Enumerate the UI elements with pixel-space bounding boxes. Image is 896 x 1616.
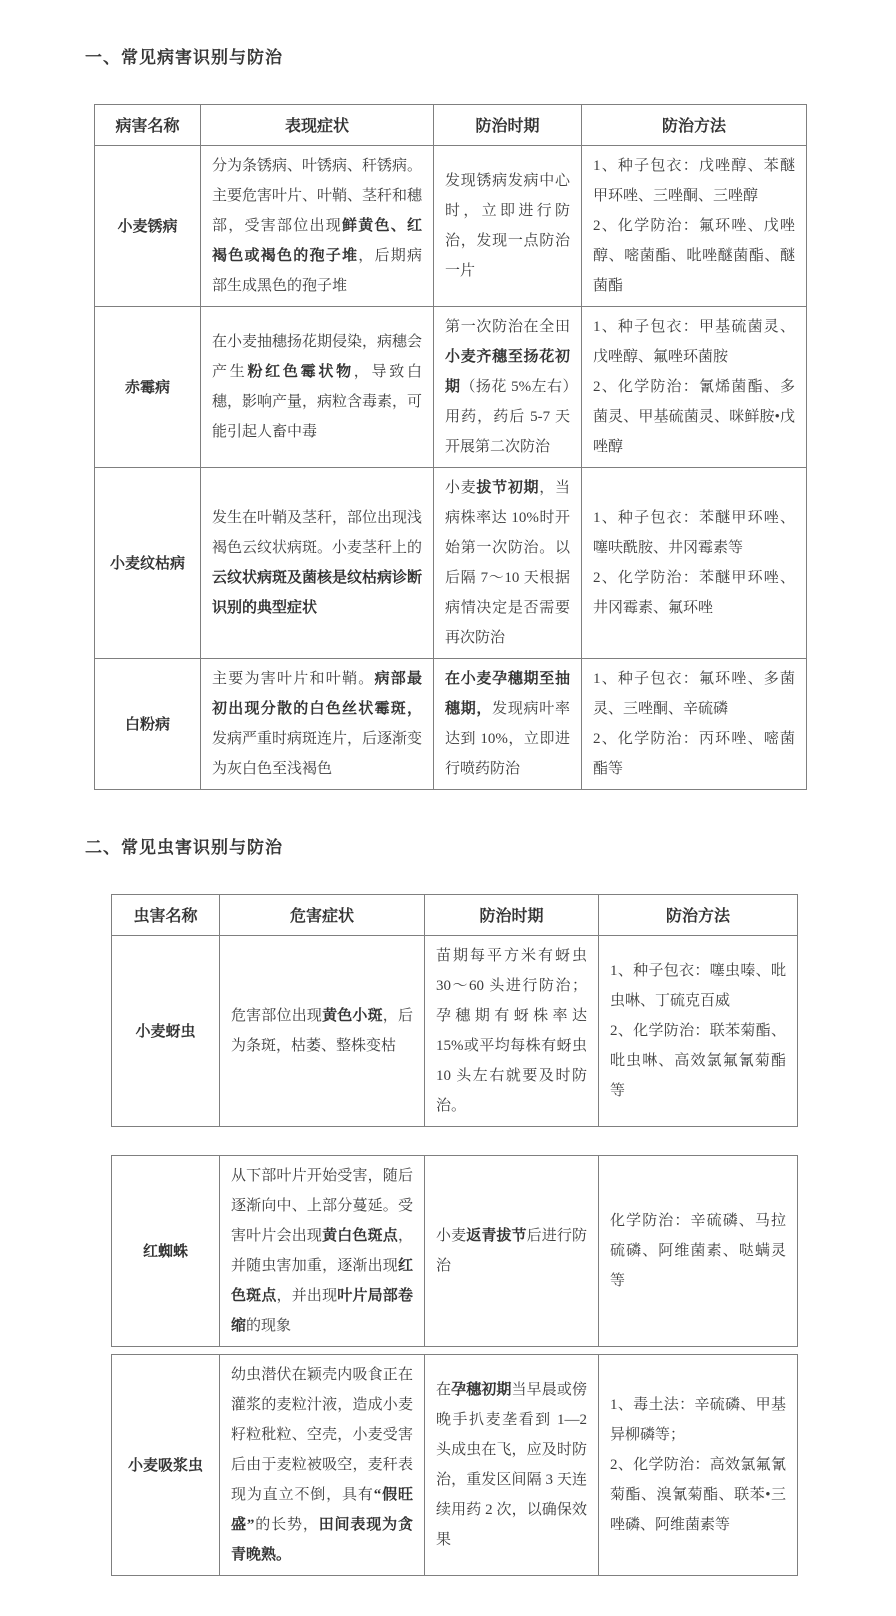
method-cell xyxy=(582,658,807,789)
period-cell xyxy=(425,1354,599,1575)
diseases-column-header: 防治方法 xyxy=(582,104,807,145)
method-cell xyxy=(582,145,807,306)
diseases-name-cell: 小麦锈病 xyxy=(95,145,201,306)
pests-column-header: 防治时期 xyxy=(425,894,599,935)
symptom-paragraph: 危害部位出现黄色小斑，后为条斑，枯萎、整株变枯 xyxy=(231,1007,413,1054)
method-paragraph: 1、种子包衣：苯醚甲环唑、噻呋酰胺、井冈霉素等 xyxy=(593,509,795,556)
period-cell xyxy=(434,306,582,467)
period-paragraph: 在小麦孕穗期至抽穗期，发现病叶率达到 10%，立即进行喷药防治 xyxy=(445,670,570,777)
method-paragraph: 2、化学防治：苯醚甲环唑、井冈霉素、氟环唑 xyxy=(593,569,795,616)
table-row xyxy=(95,145,807,306)
diseases-column-header: 表现症状 xyxy=(201,104,434,145)
method-paragraph: 2、化学防治：联苯菊酯、吡虫啉、高效氯氟氰菊酯等 xyxy=(610,1022,786,1099)
method-paragraph: 2、化学防治：高效氯氟氰菊酯、溴氰菊酯、联苯•三唑磷、阿维菌素等 xyxy=(610,1456,786,1533)
section-title-diseases: 一、常见病害识别与防治 xyxy=(85,48,283,67)
symptom-cell xyxy=(201,145,434,306)
diseases-name-cell: 赤霉病 xyxy=(95,306,201,467)
table-row xyxy=(112,935,798,1126)
method-paragraph: 2、化学防治：丙环唑、嘧菌酯等 xyxy=(593,730,795,777)
symptom-paragraph: 幼虫潜伏在颖壳内吸食正在灌浆的麦粒汁液，造成小麦籽粒秕粒、空壳，小麦受害后由于麦粒被吸空，麦秆表现为直立不倒，具有“假旺盛”的长势，田间表现为贪青晚熟。 xyxy=(231,1366,413,1563)
pests-name-cell: 小麦蚜虫 xyxy=(112,935,220,1126)
symptom-paragraph: 从下部叶片开始受害，随后逐渐向中、上部分蔓延。受害叶片会出现黄白色斑点，并随虫害加重，逐渐出现红色斑点，并出现叶片局部卷缩的现象 xyxy=(231,1167,413,1334)
pests-column-header: 危害症状 xyxy=(220,894,425,935)
symptom-cell xyxy=(201,306,434,467)
period-paragraph: 苗期每平方米有蚜虫 30～60 头进行防治；孕穗期有蚜株率达 15%或平均每株有蚜虫 10 头左右就要及时防治。 xyxy=(436,947,587,1114)
period-paragraph: 第一次防治在全田小麦齐穗至扬花初期（扬花 5%左右）用药，药后 5-7 天开展第二次防治 xyxy=(445,318,570,455)
method-paragraph: 1、毒土法：辛硫磷、甲基异柳磷等； xyxy=(610,1396,786,1443)
method-cell xyxy=(582,467,807,658)
table-row xyxy=(95,658,807,789)
pests-name-cell: 小麦吸浆虫 xyxy=(112,1354,220,1575)
document-body xyxy=(85,46,896,1576)
symptom-paragraph: 分为条锈病、叶锈病、秆锈病。主要危害叶片、叶鞘、茎秆和穗部，受害部位出现鲜黄色、红褐色或褐色的孢子堆，后期病部生成黑色的孢子堆 xyxy=(212,157,423,294)
method-paragraph: 1、种子包衣：噻虫嗪、吡虫啉、丁硫克百威 xyxy=(610,962,786,1009)
method-paragraph: 2、化学防治：氰烯菌酯、多菌灵、甲基硫菌灵、咪鲜胺•戊唑醇 xyxy=(593,378,795,455)
diseases-column-header: 病害名称 xyxy=(95,104,201,145)
period-cell xyxy=(425,1155,599,1346)
pests-column-header: 虫害名称 xyxy=(112,894,220,935)
method-cell xyxy=(582,306,807,467)
diseases-name-cell: 小麦纹枯病 xyxy=(95,467,201,658)
pests-header-row xyxy=(112,894,798,935)
method-cell xyxy=(599,935,798,1126)
symptom-paragraph: 主要为害叶片和叶鞘。病部最初出现分散的白色丝状霉斑，发病严重时病斑连片，后逐渐变为灰白色至浅褐色 xyxy=(212,670,423,777)
section-title-pests: 二、常见虫害识别与防治 xyxy=(85,837,283,857)
symptom-cell xyxy=(220,1354,425,1575)
diseases-name-cell: 白粉病 xyxy=(95,658,201,789)
method-paragraph: 1、种子包衣：氟环唑、多菌灵、三唑酮、辛硫磷 xyxy=(593,670,795,717)
period-cell xyxy=(434,145,582,306)
period-cell xyxy=(425,935,599,1126)
method-paragraph: 1、种子包衣：戊唑醇、苯醚甲环唑、三唑酮、三唑醇 xyxy=(593,157,795,204)
pests-column-header: 防治方法 xyxy=(599,894,798,935)
symptom-cell xyxy=(201,467,434,658)
section-pests xyxy=(85,836,896,1576)
table-row xyxy=(95,467,807,658)
method-paragraph: 2、化学防治：氟环唑、戊唑醇、嘧菌酯、吡唑醚菌酯、醚菌酯 xyxy=(593,217,795,294)
symptom-paragraph: 在小麦抽穗扬花期侵染，病穗会产生粉红色霉状物，导致白穗，影响产量，病粒含毒素，可能引起人畜中毒 xyxy=(212,333,423,440)
period-paragraph: 在孕穗初期当早晨或傍晚手扒麦垄看到 1—2 头成虫在飞，应及时防治，重发区间隔 3 天连续用药 2 次，以确保效果 xyxy=(436,1381,587,1548)
symptom-paragraph: 发生在叶鞘及茎秆，部位出现浅褐色云纹状病斑。小麦茎秆上的云纹状病斑及菌核是纹枯病诊断识别的典型症状 xyxy=(212,509,423,616)
table-row xyxy=(112,1354,798,1575)
pests-name-cell: 红蜘蛛 xyxy=(112,1155,220,1346)
period-paragraph: 小麦返青拔节后进行防治 xyxy=(436,1227,587,1274)
table-row xyxy=(112,1155,798,1346)
method-paragraph: 化学防治：辛硫磷、马拉硫磷、阿维菌素、哒螨灵等 xyxy=(610,1212,786,1289)
method-paragraph: 1、种子包衣：甲基硫菌灵、戊唑醇、氟唑环菌胺 xyxy=(593,318,795,365)
symptom-cell xyxy=(201,658,434,789)
method-cell xyxy=(599,1354,798,1575)
method-cell xyxy=(599,1155,798,1346)
pests-table-block-3 xyxy=(111,1354,798,1576)
section-diseases xyxy=(85,46,896,790)
period-paragraph: 小麦拔节初期，当病株率达 10%时开始第一次防治。以后隔 7～10 天根据病情决定是否需要再次防治 xyxy=(445,479,570,646)
period-cell xyxy=(434,467,582,658)
period-cell xyxy=(434,658,582,789)
period-paragraph: 发现锈病发病中心时，立即进行防治，发现一点防治一片 xyxy=(445,172,570,279)
symptom-cell xyxy=(220,1155,425,1346)
diseases-header-row xyxy=(95,104,807,145)
diseases-column-header: 防治时期 xyxy=(434,104,582,145)
pests-table-block-2 xyxy=(111,1155,798,1347)
symptom-cell xyxy=(220,935,425,1126)
diseases-table-block-1 xyxy=(94,104,807,790)
table-row xyxy=(95,306,807,467)
pests-table-block-1 xyxy=(111,894,798,1127)
